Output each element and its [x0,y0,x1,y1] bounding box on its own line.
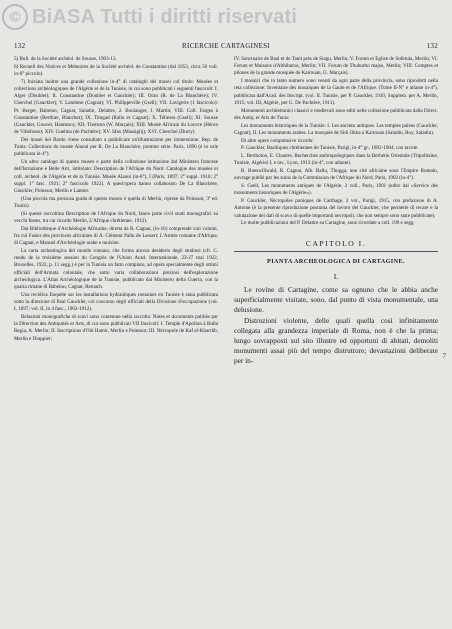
paragraph: 5) Bull. de la Société archéol. de Sousse, 1903-13. [14,56,117,62]
right-column [234,56,438,366]
paragraph: Distruzioni violente, delle quali quella così infinitamente collegata alla grandezza imperiale di Roma, non è che la prima; lungo sovrapposti sul sito illustre ed opportuni di abitati, demoliti monumenti assai più del tempo distruttore; devastazioni deliberate per in- [234,315,438,365]
paragraph: S. Gsell, Les monuments antiques de l'Algérie, 2 voll., Paris, 1901 (edito dal «Service des monuments historiques de l'Algérie»). [234,183,438,197]
paragraph: Di altre opere comprensive ricordo: [241,137,314,144]
paragraph: I mosaici che in tanto numero sono venuti da ogni parte della provincia, sono riprodotti nella reta collezione: Inventaire des mosaïques de la Gaule et de l'Afrique. (Tome II-N° e atlante in-4°), pubblicata dall'Acad. des Inscript. (vol. II. Tunisie, per P. Gauckler, 1910, Supplem. per A. Merlin, 1915; vol. III, Algérie, per G. De Pachtère, 1911). [234,78,438,106]
paragraph: R. Boeswillwald, R. Cagnat, Alb. Ballu, Thugga, une cité africaine sous l'Empire Romain, ouvrage publié par les soins de la Commission de l'Afrique du Nord, Paris, 1902 (in-4°). [234,168,438,182]
paragraph: Les monuments historiques de la Tunisie: I. Les anciens antiques. Les temples païens (Gauckler, Cagnat); II. Les monuments arabes. La mosquée de Sidi Okba à Kairouan (Saladin, Roy, Saladin). [234,122,438,136]
running-header [14,40,438,52]
paragraph: Le rovine di Cartagine, come sa ognuno che le abbia anche superficialmente visitate, sono, dal punto di vista monumentale, una delusione. [234,285,438,315]
copyright-icon: © [2,4,28,30]
watermark-text: BiASA Tutti i diritti riservati [32,5,298,28]
paragraph: Monumenti architettonici classici e medievali sono editi nelle collezione pubblicata dalla Direct. des Antiq. et Arts de Tunis: [234,107,438,121]
paragraph: Dai Bibliothèque d'Archéologie Africaine, diretta da R. Cagnat, (in-16) comprende vari volumi, fra cui Fasies des provinces africaines di A. Clément Pallu de Lessert; L'Armée romaine d'Afrique, di Cagnat, e Manuel d'Archéologie arabe e tunisine. [14,225,218,247]
paragraph: Dei musei del Bardo viene consultato a pubblicare un'illustrazione per immersione: Rep. de Tunis. Collections du musée Alaoui per R. De La Blanchère, premier série. Paris, 1890 (è in sole pubblicata in-4°). [14,137,218,158]
chapter-heading: CAPITOLO I. [305,238,367,248]
paragraph: 6) Recueil des Notices et Mémoires de la Société archéol. de Constantine (dal 1853, circa 50 voll. in-8° piccolo). [14,63,218,77]
paragraph: L. Bertholon, E. Chantre, Recherches anthropologiques dans la Berbérie Orientale (Tripolitaine, Tunisie, Algérie) I, e tav., Lyon, 1913 (in-4°, con atlante). [234,153,438,167]
paragraph: Un altro catalogo di questo museo e parte della collezione istituzione dal Ministero francese dell'Istruzione e Belle Arti, intitolato: Description de l'Afrique du Nord. Catalogue des musées et coll. archéol. de l'Algérie et de la Tunisie. Musée Alaoui (in-8°), I (Paris, 1897; 2° suppl. 1910; 2° suppl. 1° fasc. 1921; 2° fascicolo 1922). A quest'opera hanno collaborato De La Blanchère, Gauckler, Poinssot, Merlin e Lantier. [14,159,218,195]
paragraph: La carta archeologica del mondo romano, che forma ancora desiderio degli studiosi (cfr. C. rendu de la troisième session du Congrès de l'Union Acad. Internationale, 23-27 mai 1922, Bruxelles, 1922, p. 11 segg.) è per la Tunisia un fatto compiuto, ad opera specialmente degli ottimi ufficiali dell'Armata coloniale, che sotto varia collaborazioni preziosi dell'esplorazione archeologica. L'Atlas Archéologique de la Tunisie, pubblicato dal Ministero della Guerra, con la quarta rimane di Babelon, Cagnat, Reinach. [14,248,218,291]
chapter-body [234,285,438,366]
margin-mark: 7 [442,352,446,360]
page-number-left: 132 [14,42,26,50]
section-number: I. [333,272,339,282]
paragraph: (Una piccola ma preziosa guida di questo museo è quella di Merlin, riprese da Poinssot, 3ª ed. Tunisi). [14,195,218,210]
page-number-right: 132 [426,42,438,50]
paragraph: 7) Iniziata inoltre una grande collezione in-4° di cataloghi dei musei col titolo: Musées et collections archéologiques de l'Algérie et de la Tunisie, in cui sono pubblicati i seguenti fascicoli: I. Alger (Doublet); II. Constantine (Doublet et Gauckler); III. Oran (R. de La Blanchère); IV. Cherchel (Gauckler); V. Lambèse (Cagnat); VI. Philippeville (Gsell); VII. Lavigerie (1 fascicolo): Pr. Berger, Babelon, Cagnat, Saladin, Delattre, 2. Boulanger, J. Martin; VIII. Coll. Farges à Constantine (Berthier, Blanchet); IX. Timgad (Ballu et Cagnat); X. Tébessa (Gsell); XI. Sousse (Gauckler, Gouvet, Hannezo); XII. Tlemcen (W. Marçais); XIII. Musée Africain du Louvre (Héron de Villefosse); XIV. Guelma (de Pachtère); XV. Sfax (Massiglij); XVI. Cherchel (Durry). [14,78,218,136]
paragraph: IV. Sanctuaire de Baal et de Tanit près de Siagu, Merlin; V. Forum et Eglise de Sufetula, Merlin; VI. Forum et Maisons d'Althiburos, Merlin; VII. Forum de Thuburbo majus, Merlin; VIII. Comptes et pilones de la grande mosquée de Kairouan, G. Marçais). [234,56,438,77]
left-column [14,56,218,343]
paragraph: Relazioni monografiche di scavi sono contenute nella raccolta: Notes et documents publiés par la Direction des Antiquités et Arts, di cui sono pubblicati VII fascicoli: I. Temple d'Apollon à Bulla Regia, A. Merlin; II. Inscriptions d'Oûi Hamir, Merlin e Poinssot; III. Nécropole de Kaf el-Kharrûb, Merlin e Drappier; [14,314,218,342]
watermark [2,0,302,34]
paragraph: (Si queste raccoltina Description de l'Afrique du Nord, fanno parte civil studi monografici su vecchi festes, tra cui ricordo Merlin, L'Afrique chrétienne, 1912). [14,210,218,225]
paragraph: Una recidiva Enquête sur les installations hydrauliques romaines en Tunisie è stata pubblicata sotto la direzione di Paul Gauckler, col concorso degli ufficiali della Divisione d'occupazione (vol. I, 1897; vol. II, in 4 fasc., 1902-1912). [14,291,218,313]
divider [234,251,438,252]
paragraph: Le molte pubblicazioni del P. Delattre su Cartagine, sono ricordate a coll. 199 e segg. [241,220,415,227]
chapter-title: PIANTA ARCHEOLOGICA DI CARTAGINE. [267,257,405,265]
running-title: RICERCHE CARTAGINESI [181,42,271,50]
paragraph: P. Gauckler, Basiliques chrétiennes de Tunisie, Parigi, in-4° gr., 1892-1904, con tavole. [241,145,419,152]
paragraph: P. Gauckler, Nécropoles puniques de Carthage, 2 vol., Parigi, 1915, con prefazione di A. Antoine (è la presente riproduzione postuma del lavoro del Gauckler, che permette di recare e la valutazione dei dati di scavo di quelle importanti necropoli, che non sempre sono state pubblicate). [234,198,438,219]
